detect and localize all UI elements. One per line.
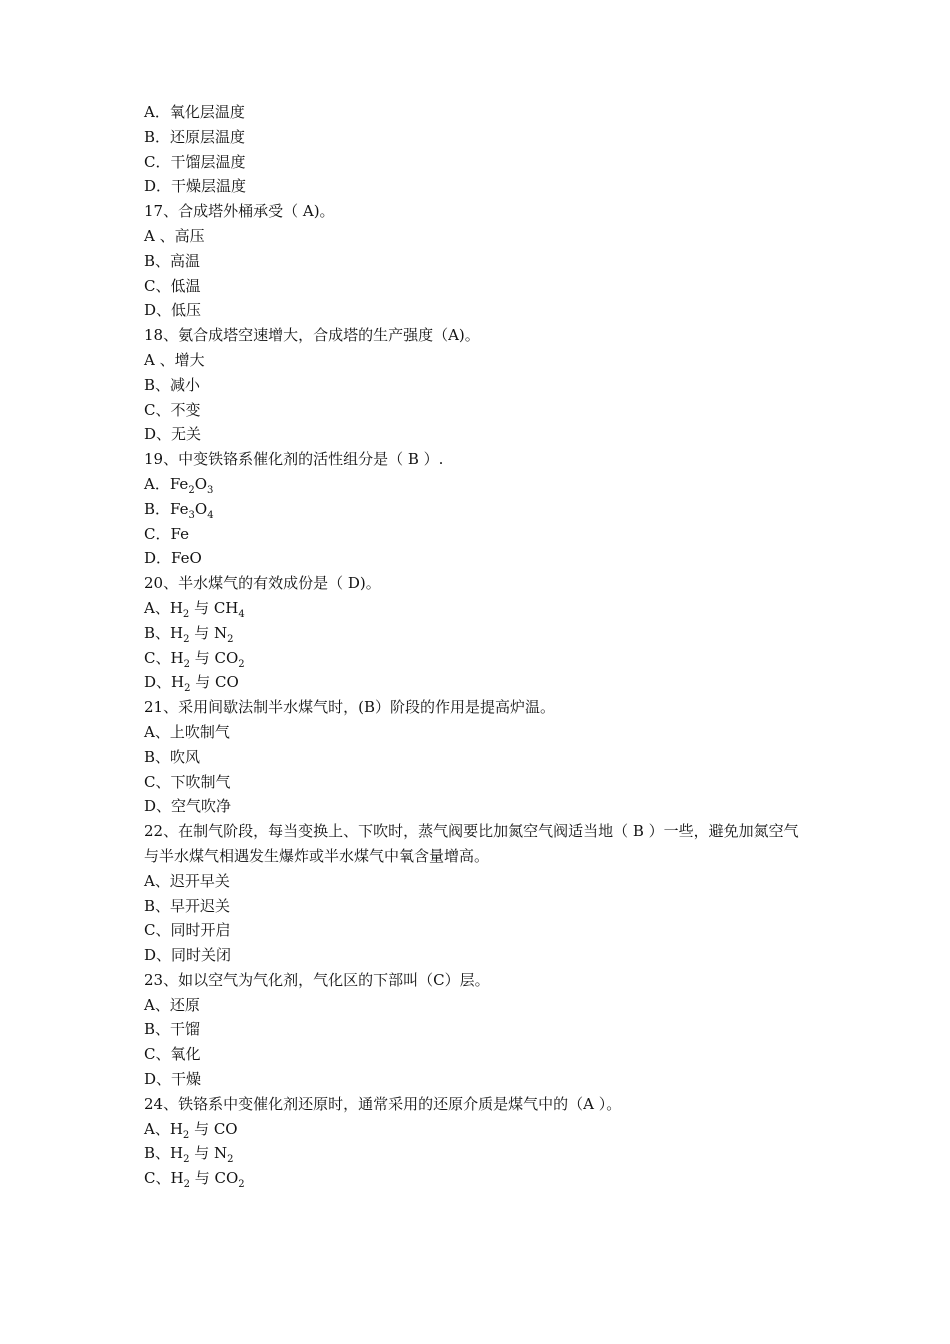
text-line: C、不变 [144, 400, 201, 419]
text-line: A、迟开早关 [144, 871, 230, 890]
text-line: 18、氨合成塔空速增大，合成塔的生产强度（A)。 [144, 326, 480, 345]
text-line: 20、半水煤气的有效成份是（ D)。 [144, 574, 381, 593]
text-line: B、高温 [144, 251, 201, 270]
text-line: A、$H_2$ 与 CO [144, 1119, 238, 1141]
text-line: C、氧化 [144, 1045, 201, 1064]
text-line: B、早开迟关 [144, 896, 231, 915]
text-line: D、干燥 [144, 1070, 202, 1089]
text-line: A、还原 [144, 995, 200, 1014]
text-line: C、$H_2$ 与 $CO_2$ [144, 648, 245, 670]
text-line: C、$H_2$ 与 $CO_2$ [144, 1169, 245, 1191]
text-line: A、上吹制气 [144, 722, 230, 741]
text-line: A．$Fe_2O_3$ [144, 474, 214, 496]
text-line: C．干馏层温度 [144, 152, 246, 171]
text-line: C、同时开启 [144, 921, 231, 940]
text-line: C．Fe [144, 524, 189, 543]
text-line: B、吹风 [144, 747, 201, 766]
text-line: D、$H_2$ 与 CO [144, 673, 239, 695]
text-line: 24、铁铬系中变催化剂还原时，通常采用的还原介质是煤气中的（A ）。 [144, 1094, 622, 1113]
text-line: D．干燥层温度 [144, 177, 247, 196]
text-line: D、同时关闭 [144, 946, 232, 965]
text-line: 22、在制气阶段，每当变换上、下吹时，蒸气阀要比加氮空气阀适当地（ B ）一些，避免加氮空气与半水煤气相遇发生爆炸或半水煤气中氧含量增高。 [144, 822, 799, 865]
text-line: B、干馏 [144, 1020, 201, 1039]
text-line: C、低温 [144, 276, 201, 295]
text-line: D、无关 [144, 425, 202, 444]
text-line: 21、采用间歇法制半水煤气时，(B）阶段的作用是提高炉温。 [144, 698, 555, 717]
text-line: 17、合成塔外桶承受（ A)。 [144, 202, 335, 221]
text-line: B、减小 [144, 375, 201, 394]
text-line: D、空气吹净 [144, 797, 232, 816]
text-line: 23、如以空气为气化剂，气化区的下部叫（C）层。 [144, 970, 490, 989]
text-line: 19、中变铁铬系催化剂的活性组分是（ B ）. [144, 450, 444, 469]
text-line: A、$H_2$ 与 $CH_4$ [144, 598, 245, 620]
text-line: C、下吹制气 [144, 772, 231, 791]
text-line: B．还原层温度 [144, 127, 246, 146]
text-line: A 、高压 [144, 226, 205, 245]
text-line: D．FeO [144, 549, 202, 568]
text-line: B、$H_2$ 与 $N_2$ [144, 1144, 234, 1166]
text-line: B．$Fe_3O_4$ [144, 499, 214, 521]
text-line: D、低压 [144, 301, 202, 320]
text-line: A．氧化层温度 [144, 103, 245, 121]
text-line: B、$H_2$ 与 $N_2$ [144, 623, 234, 645]
text-line: A 、增大 [144, 350, 205, 369]
